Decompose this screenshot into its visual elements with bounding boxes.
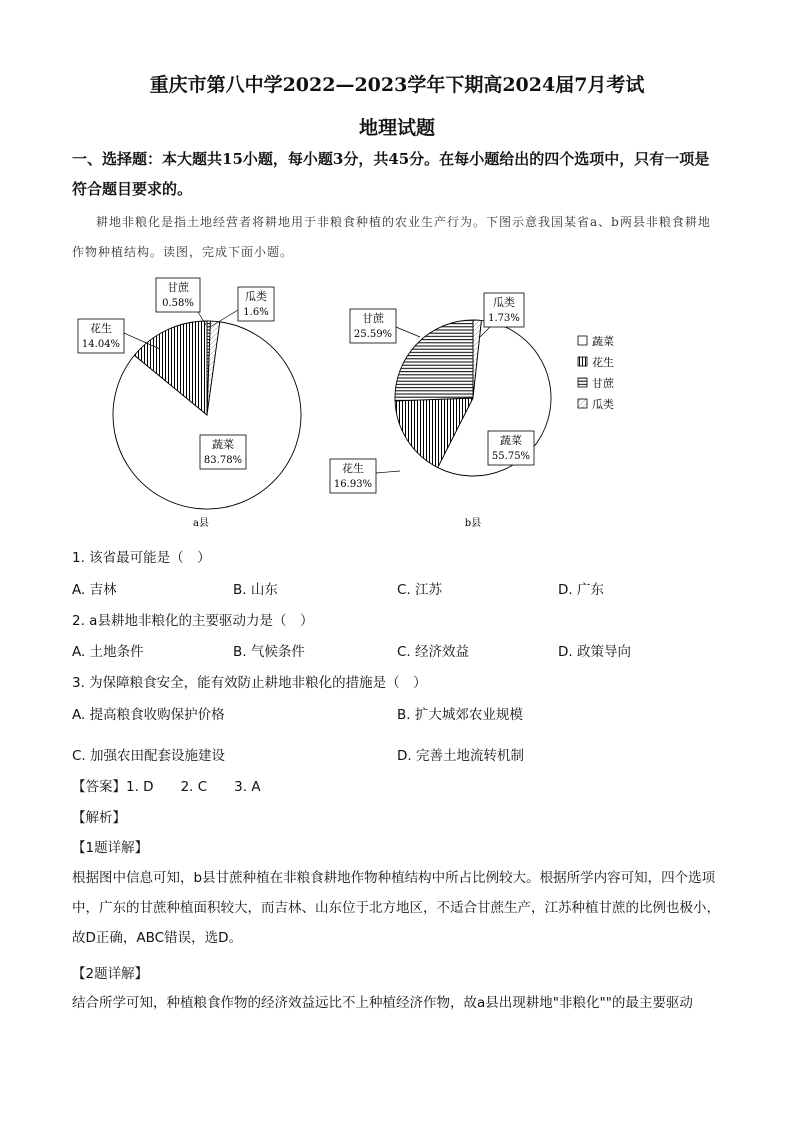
pie-b-slice-ganzhe	[395, 320, 473, 401]
page-subtitle: 地理试题	[358, 117, 435, 139]
legend-label-shucai: 蔬菜	[592, 335, 614, 348]
answer-line	[72, 775, 261, 795]
label-a-huasheng-value: 14.04%	[81, 339, 121, 350]
callout-a-ganzhe	[156, 278, 206, 325]
legend-swatch-ganzhe	[578, 378, 587, 387]
legend-swatch-gualei	[578, 399, 587, 408]
label-a-ganzhe-value: 0.58%	[162, 298, 194, 309]
question-1-option-c[interactable]: C. 江苏	[397, 582, 443, 598]
legend-label-gualei: 瓜类	[592, 398, 614, 411]
legend-swatch-shucai	[578, 336, 587, 345]
label-b-gualei-value: 1.73%	[488, 313, 520, 324]
label-a-huasheng-name: 花生	[90, 322, 112, 335]
question-1-option-b[interactable]: B. 山东	[233, 582, 278, 598]
question-1-option-a[interactable]: A. 吉林	[72, 582, 117, 598]
pie-chart-a	[113, 321, 301, 509]
question-2-option-a[interactable]: A. 土地条件	[72, 644, 144, 660]
q1-detail-text: 根据图中信息可知，b县甘蔗种植在非粮食耕地作物种植结构中所占比例较大。根据所学内容可知，四个选项中，广东的甘蔗种植面积较大，而吉林、山东位于北方地区，不适合甘蔗生产，江苏种植甘蔗的比例也极小，故D正确，ABC错误，选D。	[72, 870, 720, 946]
q1-detail-title: 【1题详解】	[72, 840, 149, 856]
question-1-stem: 1. 该省最可能是（ ）	[72, 550, 211, 566]
question-3-option-d[interactable]: D. 完善土地流转机制	[397, 748, 524, 764]
page-title: 重庆市第八中学2022—2023学年下期高2024届7月考试	[149, 74, 645, 96]
question-3-option-b[interactable]: B. 扩大城郊农业规模	[397, 707, 523, 723]
pie-a-caption: a县	[193, 518, 209, 529]
pie-charts-figure	[60, 275, 660, 540]
pie-b-caption: b县	[464, 518, 482, 529]
label-b-ganzhe-value: 25.59%	[353, 329, 393, 340]
question-1-option-d[interactable]: D. 广东	[558, 582, 604, 598]
question-2-option-b[interactable]: B. 气候条件	[233, 644, 305, 660]
label-b-gualei-name: 瓜类	[493, 296, 515, 309]
legend-swatch-huasheng	[578, 357, 587, 366]
question-2-option-c[interactable]: C. 经济效益	[397, 644, 470, 660]
callout-b-huasheng	[330, 459, 400, 493]
callout-a-gualei	[210, 287, 274, 327]
legend-label-huasheng: 花生	[592, 356, 614, 369]
label-b-shucai-value: 55.75%	[491, 451, 531, 462]
label-a-gualei-value: 1.6%	[243, 307, 269, 318]
question-3-option-a[interactable]: A. 提高粮食收购保护价格	[72, 707, 225, 723]
section-heading: 一、选择题：本大题共15小题，每小题3分，共45分。在每小题给出的四个选项中，只有一项是符合题目要求的。	[72, 150, 710, 198]
q2-detail-title: 【2题详解】	[72, 966, 149, 982]
legend	[578, 334, 615, 411]
callout-a-shucai	[200, 435, 246, 469]
question-2-option-d[interactable]: D. 政策导向	[558, 644, 631, 660]
label-a-shucai-value: 83.78%	[203, 455, 243, 466]
label-a-shucai-name: 蔬菜	[212, 438, 234, 451]
question-2-stem: 2. a县耕地非粮化的主要驱动力是（ ）	[72, 613, 314, 629]
callout-b-shucai	[488, 431, 534, 465]
intro-text: 耕地非粮化是指土地经营者将耕地用于非粮食种植的农业生产行为。下图示意我国某省a、b两县非粮食耕地作物种植结构。读图，完成下面小题。	[72, 215, 711, 259]
label-a-gualei-name: 瓜类	[245, 290, 267, 303]
label-b-ganzhe-name: 甘蔗	[362, 312, 384, 325]
label-a-ganzhe-name: 甘蔗	[167, 281, 189, 294]
legend-label-ganzhe: 甘蔗	[592, 377, 614, 390]
analysis-label: 【解析】	[72, 810, 126, 826]
label-b-shucai-name: 蔬菜	[500, 434, 522, 447]
label-b-huasheng-name: 花生	[342, 462, 364, 475]
label-b-huasheng-value: 16.93%	[333, 479, 373, 490]
answer-values: 1. D 2. C 3. A	[126, 779, 261, 795]
question-3-option-c[interactable]: C. 加强农田配套设施建设	[72, 748, 226, 764]
q2-detail-text: 结合所学可知，种植粮食作物的经济效益远比不上种植经济作物，故a县出现耕地"非粮化""的最主要驱动	[72, 995, 693, 1011]
question-3-stem: 3. 为保障粮食安全，能有效防止耕地非粮化的措施是（ ）	[72, 675, 427, 691]
callout-b-ganzhe	[350, 309, 420, 343]
answer-label: 【答案】	[72, 779, 126, 795]
